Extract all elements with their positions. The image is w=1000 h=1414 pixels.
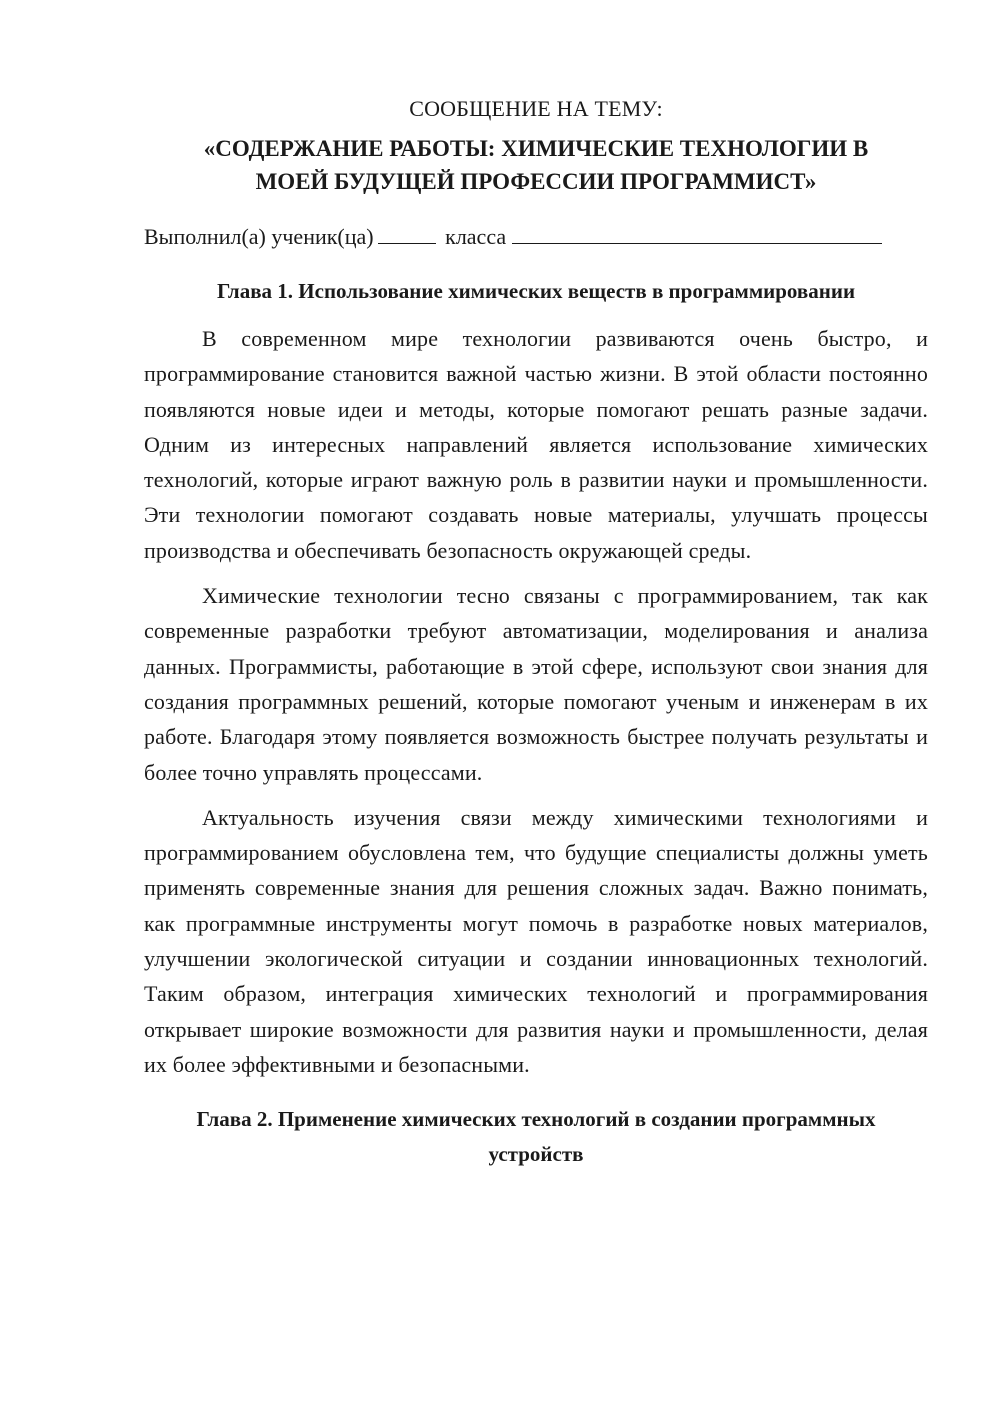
document-title-line-1: «СОДЕРЖАНИЕ РАБОТЫ: ХИМИЧЕСКИЕ ТЕХНОЛОГИИ В xyxy=(203,136,869,161)
author-line xyxy=(144,220,928,254)
chapter-2-heading xyxy=(144,1102,928,1172)
chapter-2-heading-line-2: устройств xyxy=(488,1142,584,1167)
document-page xyxy=(144,92,928,1172)
chapter-2-heading-line-1: Глава 2. Применение химических технологий в создании программных xyxy=(196,1107,876,1132)
author-label: Выполнил(а) ученик(ца) xyxy=(144,224,374,249)
paragraph-3: Актуальность изучения связи между химическими технологиями и программированием обусловлена тем, что будущие специалисты должны уметь применять современные знания для решения сложных задач. Важно понимать, как программные инструменты могут помочь в разработке новых материалов, улучшении экологической ситуации и создании инновационных технологий. Таким образом, интеграция химических технологий и программирования открывает широкие возможности для развития науки и промышленности, делая их более эффективными и безопасными. xyxy=(144,804,928,1077)
chapter-1-heading: Глава 1. Использование химических веществ в программировании xyxy=(216,279,856,303)
document-title-line-2: МОЕЙ БУДУЩЕЙ ПРОФЕССИИ ПРОГРАММИСТ» xyxy=(255,169,817,194)
paragraph-1: В современном мире технологии развиваются очень быстро, и программирование становится важной частью жизни. В этой области постоянно появляются новые идеи и методы, которые помогают решать разные задачи. Одним из интересных направлений является использование химических технологий, которые играют важную роль в развитии науки и промышленности. Эти технологии помогают создавать новые материалы, улучшать процессы производства и обеспечивать безопасность окружающей среды. xyxy=(144,326,928,563)
paragraph-2: Химические технологии тесно связаны с программированием, так как современные разработки требуют автоматизации, моделирования и анализа данных. Программисты, работающие в этой сфере, используют свои знания для создания программных решений, которые помогают ученым и инженерам в их работе. Благодаря этому появляется возможность быстрее получать результаты и более точно управлять процессами. xyxy=(144,583,928,785)
document-title xyxy=(144,132,928,198)
document-kicker: СООБЩЕНИЕ НА ТЕМУ: xyxy=(409,96,663,121)
class-number-blank xyxy=(378,239,436,244)
class-label: класса xyxy=(445,224,507,249)
student-name-blank xyxy=(512,239,882,244)
